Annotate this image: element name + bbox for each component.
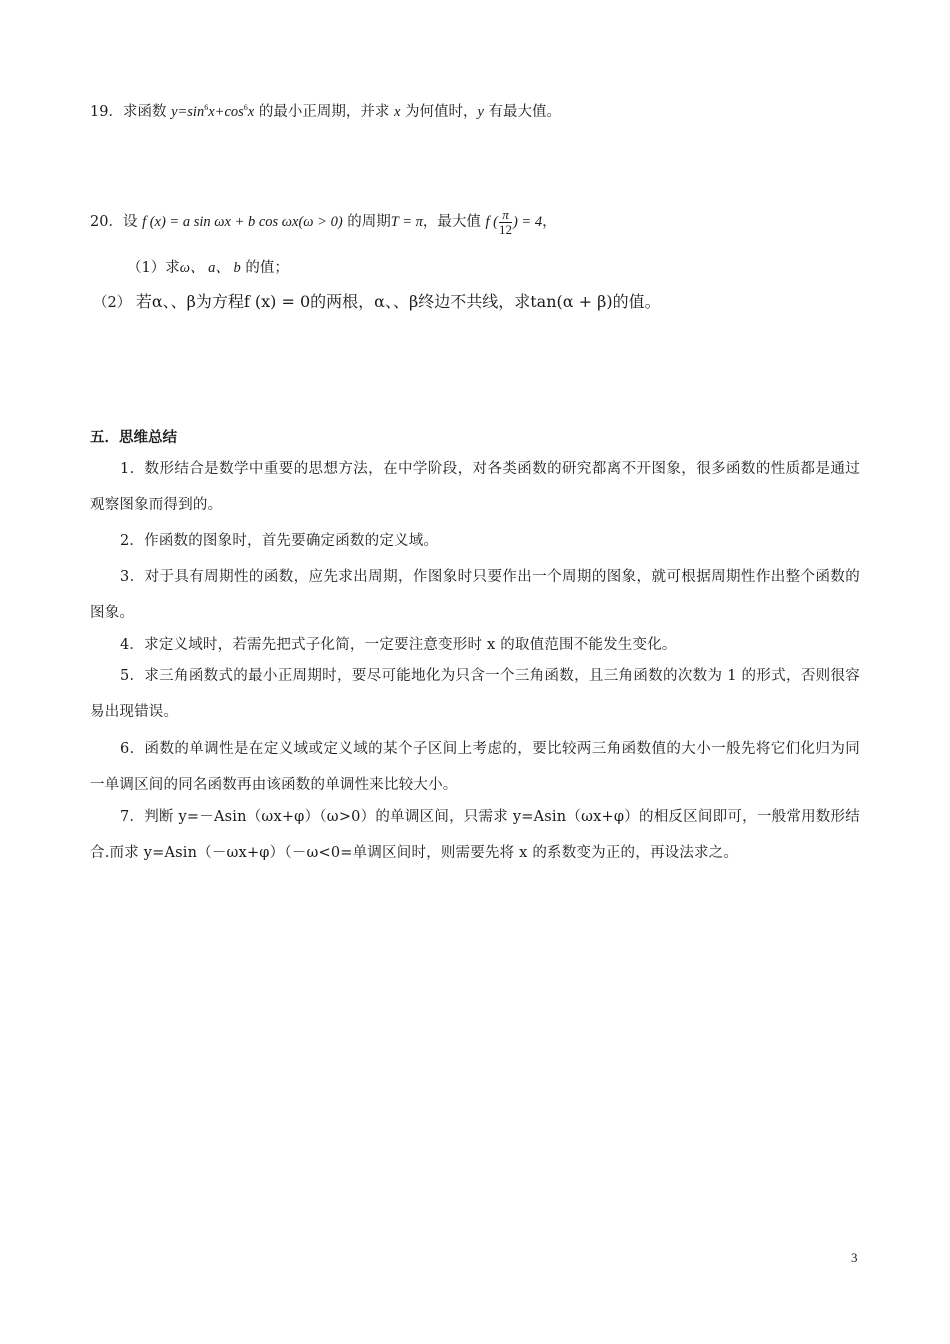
variables: ω、 a、 b [179, 260, 241, 276]
question-text: 若α、、β为方程f (x) = 0的两根，α、、β终边不共线，求tan(α + β)的值。 [135, 292, 661, 311]
question-text: 的最小正周期，并求 [254, 104, 394, 120]
question-text: 的周期 [342, 213, 391, 230]
question-text: 为何值时， [400, 104, 478, 120]
page-number: 3 [851, 1250, 858, 1265]
question-20-part-1 [127, 256, 289, 277]
question-text: 的值； [240, 260, 289, 276]
fraction: $\frac{\pi}{12}$ [498, 207, 512, 237]
question-text: 有最大值。 [483, 104, 562, 120]
question-20 [90, 208, 557, 237]
summary-item-6: 6．函数的单调性是在定义域或定义域的某个子区间上考虑的，要比较两三角函数值的大小一般先将它们化归为同一单调区间的同名函数再由该函数的单调性来比较大小。 [90, 741, 860, 793]
variable: x [393, 104, 401, 120]
question-text: ，最大值 [422, 213, 486, 230]
part-label: （2） [93, 295, 132, 311]
max-value: f ( $\frac{\pi}{12}$ ) = 4 [485, 207, 543, 237]
question-19 [90, 100, 561, 121]
function-definition: f (x) = a sin ωx + b cos ωx(ω > 0) [142, 213, 343, 230]
summary-item-2: 2．作函数的图象时，首先要确定函数的定义域。 [120, 533, 439, 549]
section-heading: 五．思维总结 [90, 429, 177, 446]
question-text: ， [542, 213, 557, 230]
summary-item-5: 5．求三角函数式的最小正周期时，要尽可能地化为只含一个三角函数，且三角函数的次数为 1 的形式，否则很容易出现错误。 [90, 668, 860, 720]
question-text: 设 [122, 213, 143, 230]
summary-item-4: 4．求定义域时，若需先把式子化简，一定要注意变形时 x 的取值范围不能发生变化。 [120, 637, 677, 653]
question-20-part-2 [93, 289, 661, 312]
summary-item-7: 7．判断 y=－Asin（ωx+φ）（ω>0）的单调区间，只需求 y=Asin（ωx+φ）的相反区间即可，一般常用数形结合.而求 y=Asin（－ωx+φ）（－ω<0=单调区间时，则需要先将 x 的系数变为正的，再设法求之。 [90, 809, 860, 861]
question-number: 20． [90, 213, 123, 230]
variable: y [477, 104, 484, 120]
question-number: 19． [90, 104, 123, 120]
part-label: （1）求 [127, 260, 180, 276]
question-text: 求函数 [122, 104, 172, 120]
summary-item-1: 1．数形结合是数学中重要的思想方法，在中学阶段，对各类函数的研究都离不开图象，很多函数的性质都是通过观察图象而得到的。 [90, 461, 860, 513]
period: T = π [390, 213, 423, 230]
formula: $y=\sin^6x+\cos^6x$ [171, 103, 255, 120]
summary-item-3: 3．对于具有周期性的函数，应先求出周期，作图象时只要作出一个周期的图象，就可根据周期性作出整个函数的图象。 [90, 569, 860, 621]
